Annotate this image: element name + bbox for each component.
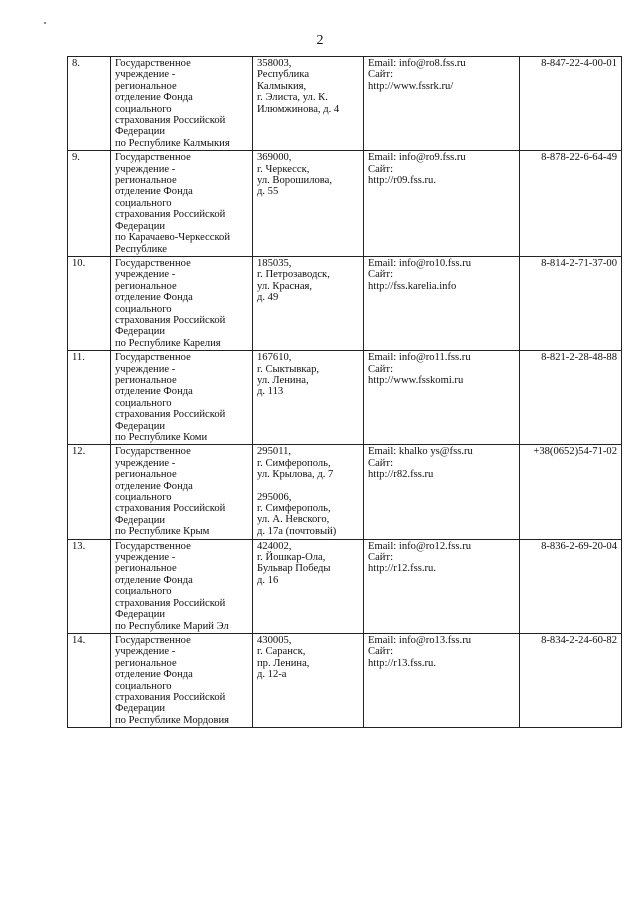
organization-line: учреждение - (115, 269, 176, 281)
address-line: Илюмжинова, д. 4 (257, 103, 340, 115)
address-line: г. Йошкар-Ола, (257, 552, 326, 564)
organization-line: учреждение - (115, 163, 176, 175)
address-gap (257, 481, 359, 492)
organization-line: учреждение - (115, 69, 176, 81)
address-line: д. 12-а (257, 669, 287, 681)
email-text: Email: info@ro13.fss.ru (368, 634, 472, 646)
address-line: 369000, (257, 152, 292, 164)
address-line: ул. Ленина, (257, 374, 309, 386)
contacts-cell (364, 351, 520, 445)
organization-cell (111, 445, 253, 539)
contacts-cell (364, 57, 520, 151)
email-text: Email: info@ro12.fss.ru (368, 540, 472, 552)
address-line: Калмыкия, (257, 80, 307, 92)
address-line: 185035, (257, 257, 292, 269)
address-line: г. Симферополь, (257, 457, 331, 469)
site-label: Сайт: (368, 552, 394, 564)
email-text: Email: info@ro11.fss.ru (368, 352, 471, 364)
organization-line: социального (115, 586, 172, 598)
organization-line: учреждение - (115, 457, 176, 469)
address-line: ул. Ворошилова, (257, 175, 332, 187)
address-line: 358003, (257, 58, 292, 69)
contacts-cell (364, 151, 520, 257)
organization-line: учреждение - (115, 552, 176, 564)
organization-line: отделение Фонда (115, 574, 193, 586)
scan-speck (44, 22, 46, 24)
organization-line: страхования Российской (115, 314, 226, 326)
address-line: г. Саранск, (257, 646, 306, 658)
address-cell (253, 351, 364, 445)
site-label: Сайт: (368, 269, 394, 281)
site-label: Сайт: (368, 69, 394, 81)
address-cell (253, 633, 364, 727)
contacts-cell (364, 539, 520, 633)
row-number: 8. (68, 57, 111, 151)
table-row (68, 256, 622, 350)
organization-line: по Республике Крым (115, 526, 210, 538)
site-label: Сайт: (368, 646, 394, 658)
address-line: 167610, (257, 352, 292, 364)
organization-line: отделение Фонда (115, 669, 193, 681)
organization-line: страхования Российской (115, 209, 226, 221)
organization-line: отделение Фонда (115, 292, 193, 304)
row-number: 9. (68, 151, 111, 257)
address-line: д. 49 (257, 292, 279, 304)
address-line: д. 16 (257, 574, 279, 586)
phone-cell: 8-836-2-69-20-04 (520, 539, 622, 633)
organization-line: Государственное (115, 257, 191, 269)
organization-line: региональное (115, 469, 177, 481)
organization-cell (111, 256, 253, 350)
address-line: д. 55 (257, 186, 279, 198)
organization-line: социального (115, 680, 172, 692)
organization-line: Федерации (115, 220, 166, 232)
organization-line: социального (115, 303, 172, 315)
organization-cell (111, 57, 253, 151)
address-line: Бульвар Победы (257, 563, 331, 575)
organization-line: региональное (115, 80, 177, 92)
address-line: 424002, (257, 540, 292, 552)
contacts-cell (364, 633, 520, 727)
address-line: д. 17а (почтовый) (257, 525, 337, 537)
organization-cell (111, 539, 253, 633)
organization-line: по Республике Мордовия (115, 714, 230, 726)
site-url: http://r13.fss.ru. (368, 657, 436, 669)
organization-line: по Республике Коми (115, 432, 208, 443)
site-url: http://fss.karelia.info (368, 280, 457, 292)
site-label: Сайт: (368, 163, 394, 175)
address-line: пр. Ленина, (257, 657, 310, 669)
address-line: г. Черкесск, (257, 163, 310, 175)
phone-cell: 8-847-22-4-00-01 (520, 57, 622, 151)
row-number: 14. (68, 633, 111, 727)
address-line: ул. А. Невского, (257, 514, 330, 526)
address-line: г. Петрозаводск, (257, 269, 330, 281)
organization-line: социального (115, 103, 172, 115)
table-row (68, 633, 622, 727)
contacts-cell (364, 256, 520, 350)
organization-line: учреждение - (115, 646, 176, 658)
address-line: ул. Красная, (257, 280, 313, 292)
organization-line: Государственное (115, 446, 191, 458)
site-label: Сайт: (368, 363, 394, 375)
email-text: Email: info@ro10.fss.ru (368, 257, 472, 269)
fss-offices-table (67, 56, 622, 728)
organization-line: Государственное (115, 634, 191, 646)
email-text: Email: info@ro9.fss.ru (368, 152, 466, 164)
organization-line: по Республике Марий Эл (115, 620, 229, 632)
site-url: http://www.fssrk.ru/ (368, 80, 454, 92)
organization-cell (111, 351, 253, 445)
row-number: 12. (68, 445, 111, 539)
organization-line: по Республике Карелия (115, 337, 221, 349)
organization-line: социального (115, 492, 172, 504)
phone-cell: +38(0652)54-71-02 (520, 445, 622, 539)
address-cell (253, 57, 364, 151)
organization-line: Федерации (115, 420, 166, 432)
address-line: г. Симферополь, (257, 503, 331, 515)
address-line: 430005, (257, 634, 292, 646)
phone-cell: 8-814-2-71-37-00 (520, 256, 622, 350)
address-line: Республика (257, 69, 310, 81)
organization-line: страхования Российской (115, 115, 226, 127)
organization-line: региональное (115, 657, 177, 669)
organization-line: Федерации (115, 514, 166, 526)
organization-line: страхования Российской (115, 597, 226, 609)
address-cell (253, 256, 364, 350)
table-row (68, 351, 622, 445)
phone-cell: 8-834-2-24-60-82 (520, 633, 622, 727)
organization-line: региональное (115, 374, 177, 386)
contacts-cell (364, 445, 520, 539)
site-url: http://r12.fss.ru. (368, 563, 436, 575)
organization-cell (111, 151, 253, 257)
address-cell (253, 539, 364, 633)
organization-line: социального (115, 197, 172, 209)
site-url: http://www.fsskomi.ru (368, 374, 464, 386)
table-body (68, 57, 622, 728)
table-row (68, 151, 622, 257)
address-line: ул. Крылова, д. 7 (257, 469, 334, 481)
site-url: http://r82.fss.ru (368, 469, 434, 481)
organization-line: Федерации (115, 609, 166, 621)
organization-line: Федерации (115, 703, 166, 715)
address-line: д. 113 (257, 386, 284, 398)
organization-line: Государственное (115, 352, 191, 364)
organization-line: социального (115, 397, 172, 409)
organization-line: по Республике Калмыкия (115, 137, 230, 149)
table-row (68, 539, 622, 633)
phone-cell: 8-878-22-6-64-49 (520, 151, 622, 257)
organization-line: Государственное (115, 540, 191, 552)
organization-line: отделение Фонда (115, 386, 193, 398)
organization-line: региональное (115, 175, 177, 187)
organization-line: Республике (115, 243, 167, 255)
organization-line: региональное (115, 563, 177, 575)
organization-line: по Карачаево-Черкесской (115, 232, 231, 244)
phone-cell: 8-821-2-28-48-88 (520, 351, 622, 445)
address-line: г. Сыктывкар, (257, 363, 320, 375)
row-number: 11. (68, 351, 111, 445)
row-number: 10. (68, 256, 111, 350)
organization-line: отделение Фонда (115, 92, 193, 104)
email-text: Email: khalko ys@fss.ru (368, 446, 473, 458)
address-cell (253, 151, 364, 257)
page-number: 2 (316, 33, 324, 48)
organization-line: страхования Российской (115, 409, 226, 421)
row-number: 13. (68, 539, 111, 633)
address-line: 295011, (257, 446, 292, 458)
organization-line: отделение Фонда (115, 186, 193, 198)
site-label: Сайт: (368, 457, 394, 469)
site-url: http://r09.fss.ru. (368, 175, 436, 187)
email-text: Email: info@ro8.fss.ru (368, 58, 466, 69)
organization-line: Государственное (115, 58, 191, 69)
address-line: 295006, (257, 491, 292, 503)
organization-line: региональное (115, 280, 177, 292)
organization-line: Федерации (115, 326, 166, 338)
organization-line: Федерации (115, 126, 166, 138)
table-row (68, 445, 622, 539)
address-cell (253, 445, 364, 539)
organization-line: учреждение - (115, 363, 176, 375)
organization-line: страхования Российской (115, 503, 226, 515)
organization-line: Государственное (115, 152, 191, 164)
table-row (68, 57, 622, 151)
organization-cell (111, 633, 253, 727)
organization-line: страхования Российской (115, 691, 226, 703)
organization-line: отделение Фонда (115, 480, 193, 492)
address-line: г. Элиста, ул. К. (257, 92, 328, 104)
